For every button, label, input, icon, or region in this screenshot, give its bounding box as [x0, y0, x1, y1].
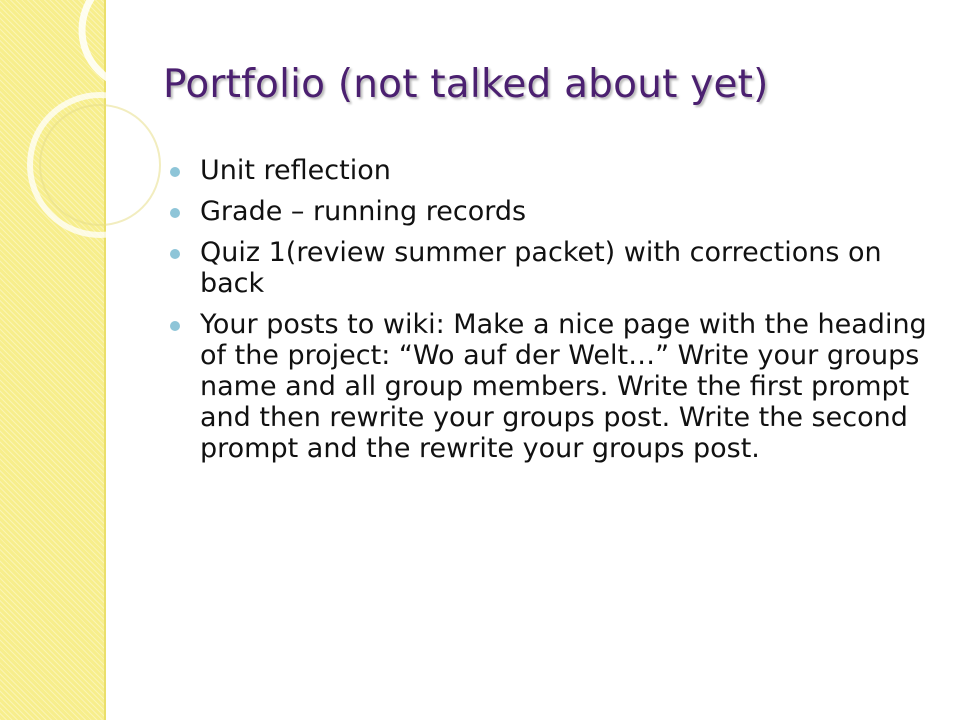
bullet-text: Quiz 1(review summer packet) with corrections on back	[200, 237, 882, 299]
bullet-item	[200, 237, 930, 299]
bullet-item	[200, 309, 930, 464]
decorative-rings	[0, 0, 210, 260]
bullet-marker	[170, 249, 180, 259]
decorative-ring-shadow	[40, 105, 160, 225]
bullet-list	[200, 155, 930, 474]
decorative-ring-inner	[30, 95, 170, 235]
bullet-marker	[170, 321, 180, 331]
bullet-text: Your posts to wiki: Make a nice page with the heading of the project: “Wo auf der Welt…” Write your groups name and all group members. Write the first prompt and then rewrite your groups post. Write the second prompt and the rewrite your groups post.	[200, 309, 927, 464]
slide-title: Portfolio (not talked about yet)	[163, 62, 769, 107]
bullet-item	[200, 155, 930, 186]
bullet-marker	[170, 208, 180, 218]
bullet-item	[200, 196, 930, 227]
bullet-text: Unit reflection	[200, 155, 391, 186]
bullet-text: Grade – running records	[200, 196, 527, 227]
bullet-marker	[170, 167, 180, 177]
